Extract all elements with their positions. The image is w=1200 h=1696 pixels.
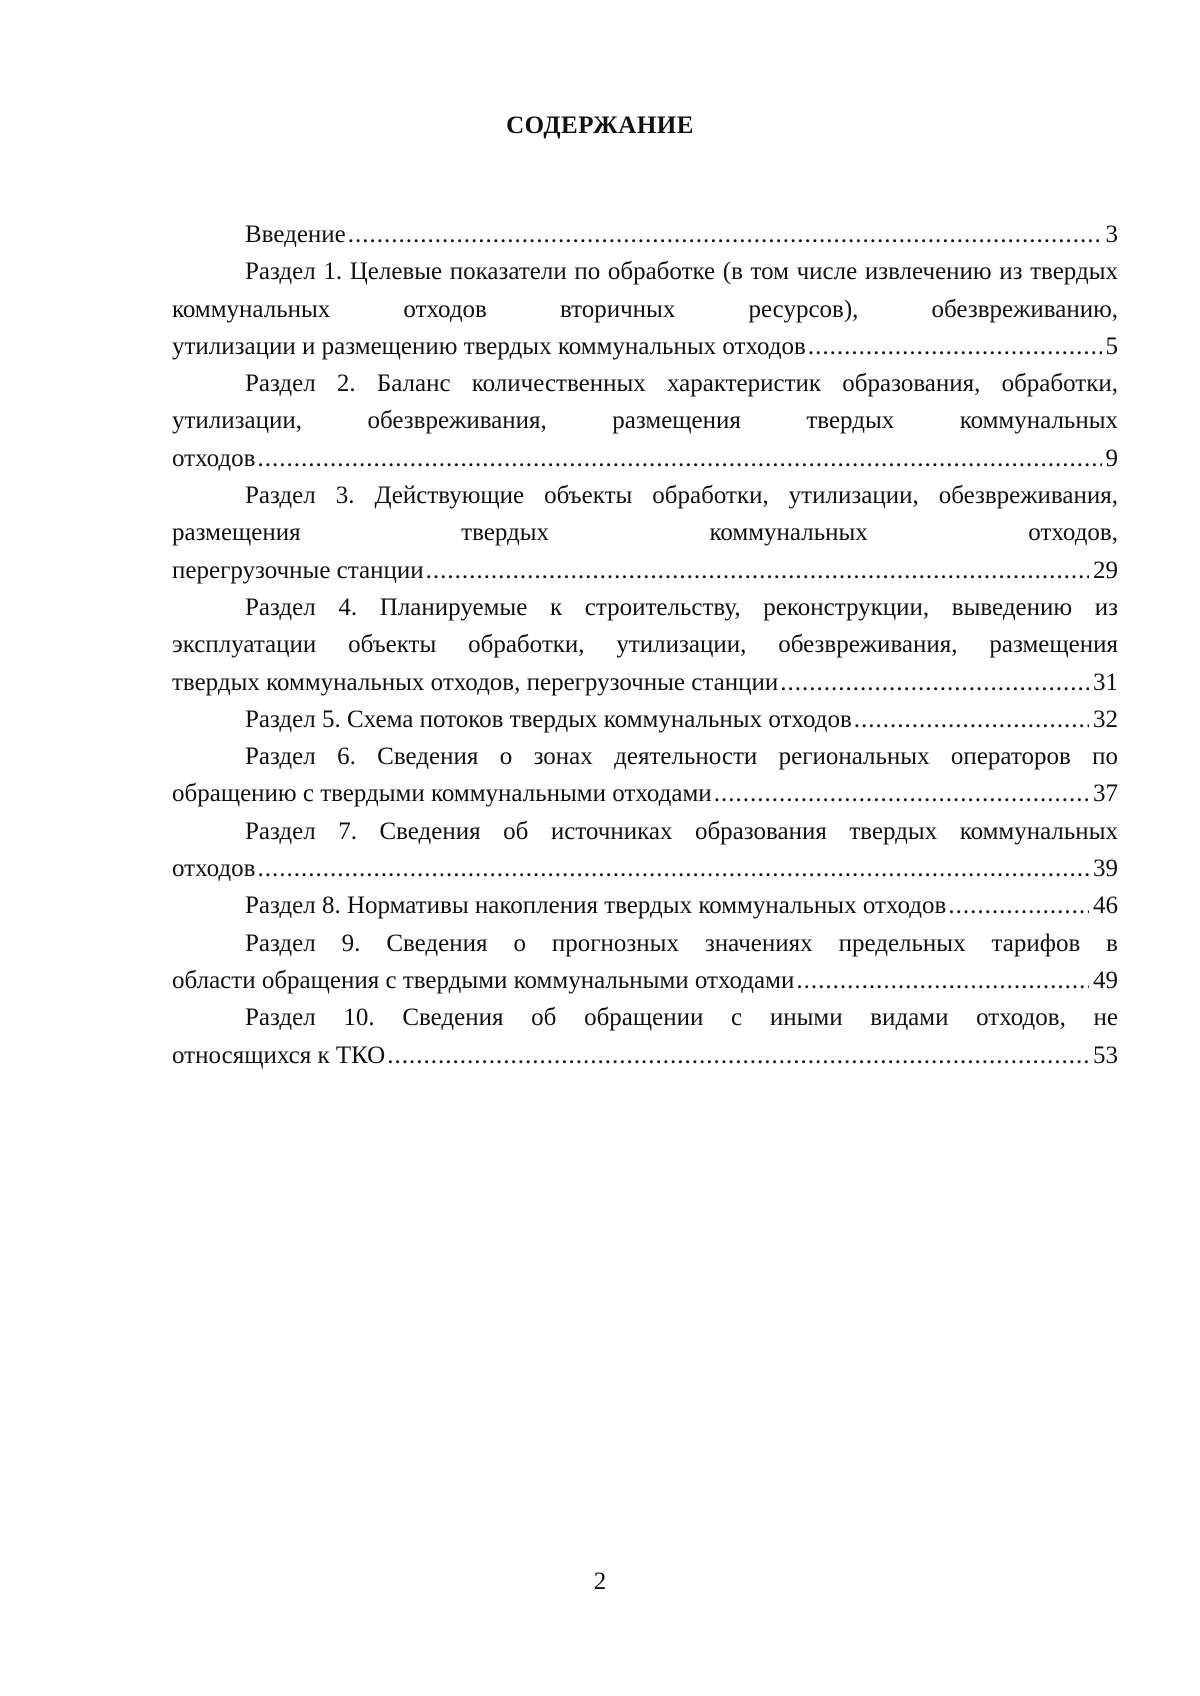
toc-page-number: 31 — [1093, 668, 1118, 696]
toc-entry-last-line — [172, 887, 1118, 924]
toc-leader-dots — [257, 440, 1101, 477]
toc-leader-dots — [257, 850, 1089, 887]
toc-entry-last-line — [172, 552, 1118, 589]
toc-page-number: 39 — [1093, 855, 1118, 883]
toc-entry-section-9[interactable] — [172, 925, 1118, 1000]
toc-entry-lead-text: Раздел 7. Сведения об источниках образования твердых коммунальных — [245, 817, 1118, 845]
toc-entry-text: обращению с твердыми коммунальными отходами — [172, 780, 712, 808]
toc-leader-dots — [796, 962, 1089, 999]
toc-entry-text: отходов — [172, 444, 256, 472]
toc-leader-dots — [426, 552, 1089, 589]
toc-entry-text: относящихся к ТКО — [172, 1041, 386, 1069]
toc-entry-lead-text: Раздел 2. Баланс количественных характеристик образования, обработки, утилизации, обезвреживания, размещения твердых коммунальных — [172, 370, 1118, 435]
toc-page-number: 37 — [1093, 780, 1118, 808]
toc-page-number: 46 — [1093, 892, 1118, 920]
toc-entry-last-line — [172, 962, 1118, 999]
toc-page-number: 49 — [1093, 966, 1118, 994]
toc-page-number: 9 — [1105, 444, 1118, 472]
toc-entry-section-2[interactable] — [172, 365, 1118, 477]
toc-page-number: 32 — [1093, 705, 1118, 733]
toc-entry-section-10[interactable] — [172, 999, 1118, 1074]
toc-leader-dots — [780, 664, 1089, 701]
toc-entry-lead-text: Раздел 6. Сведения о зонах деятельности региональных операторов по — [245, 743, 1118, 771]
toc-entry-text: отходов — [172, 855, 256, 883]
toc-title: СОДЕРЖАНИЕ — [506, 112, 694, 139]
toc-entry-section-3[interactable] — [172, 477, 1118, 589]
toc-page-number: 5 — [1105, 332, 1118, 360]
toc-leader-dots — [387, 1037, 1089, 1074]
toc-entry-last-line — [172, 216, 1118, 253]
toc-page-number: 29 — [1093, 556, 1118, 584]
toc-entry-last-line — [172, 775, 1118, 812]
toc-entry-last-line — [172, 440, 1118, 477]
toc-entry-section-1[interactable] — [172, 253, 1118, 365]
toc-entry-text: Раздел 8. Нормативы накопления твердых коммунальных отходов — [245, 892, 947, 920]
toc-entry-lead-text: Раздел 3. Действующие объекты обработки, утилизации, обезвреживания, размещения твердых коммунальных отходов, — [172, 482, 1118, 547]
toc-entry-lead-text: Раздел 9. Сведения о прогнозных значениях предельных тарифов в — [245, 929, 1118, 957]
toc-entry-text: перегрузочные станции — [172, 556, 424, 584]
toc-entry-section-8[interactable] — [172, 887, 1118, 924]
toc-entry-last-line — [172, 664, 1118, 701]
toc-entry-section-6[interactable] — [172, 738, 1118, 813]
toc-entry-section-7[interactable] — [172, 813, 1118, 888]
toc-entry-section-5[interactable] — [172, 701, 1118, 738]
toc-entry-last-line — [172, 701, 1118, 738]
toc-entry-last-line — [172, 1037, 1118, 1074]
toc-page-number: 3 — [1105, 221, 1118, 248]
toc-page-number: 53 — [1093, 1041, 1118, 1069]
toc-entry-last-line — [172, 850, 1118, 887]
toc-entry-text: твердых коммунальных отходов, перегрузочные станции — [172, 668, 779, 696]
table-of-contents — [172, 216, 1118, 1074]
toc-leader-dots — [808, 328, 1102, 365]
toc-entry-text: Раздел 5. Схема потоков твердых коммунальных отходов — [245, 705, 852, 733]
toc-leader-dots — [854, 701, 1089, 738]
toc-entry-last-line — [172, 328, 1118, 365]
toc-entry-text: утилизации и размещению твердых коммунальных отходов — [172, 332, 806, 360]
toc-leader-dots — [714, 775, 1089, 812]
toc-entry-lead-text: Раздел 1. Целевые показатели по обработке (в том числе извлечению из твердых коммунальных отходов вторичных ресурсов), обезвреживанию, — [172, 258, 1118, 323]
toc-entry-section-4[interactable] — [172, 589, 1118, 701]
page-number: 2 — [593, 1568, 607, 1595]
toc-entry-lead-text: Раздел 4. Планируемые к строительству, реконструкции, выведению из эксплуатации объекты обработки, утилизации, обезвреживания, размещения — [172, 593, 1118, 659]
toc-entry-lead-text: Раздел 10. Сведения об обращении с иными видами отходов, не — [245, 1004, 1118, 1032]
toc-leader-dots — [948, 887, 1089, 924]
toc-entry-text: области обращения с твердыми коммунальными отходами — [172, 966, 795, 994]
toc-entry-text: Введение — [245, 221, 346, 248]
toc-leader-dots — [348, 216, 1102, 253]
toc-entry-introduction[interactable] — [172, 216, 1118, 253]
